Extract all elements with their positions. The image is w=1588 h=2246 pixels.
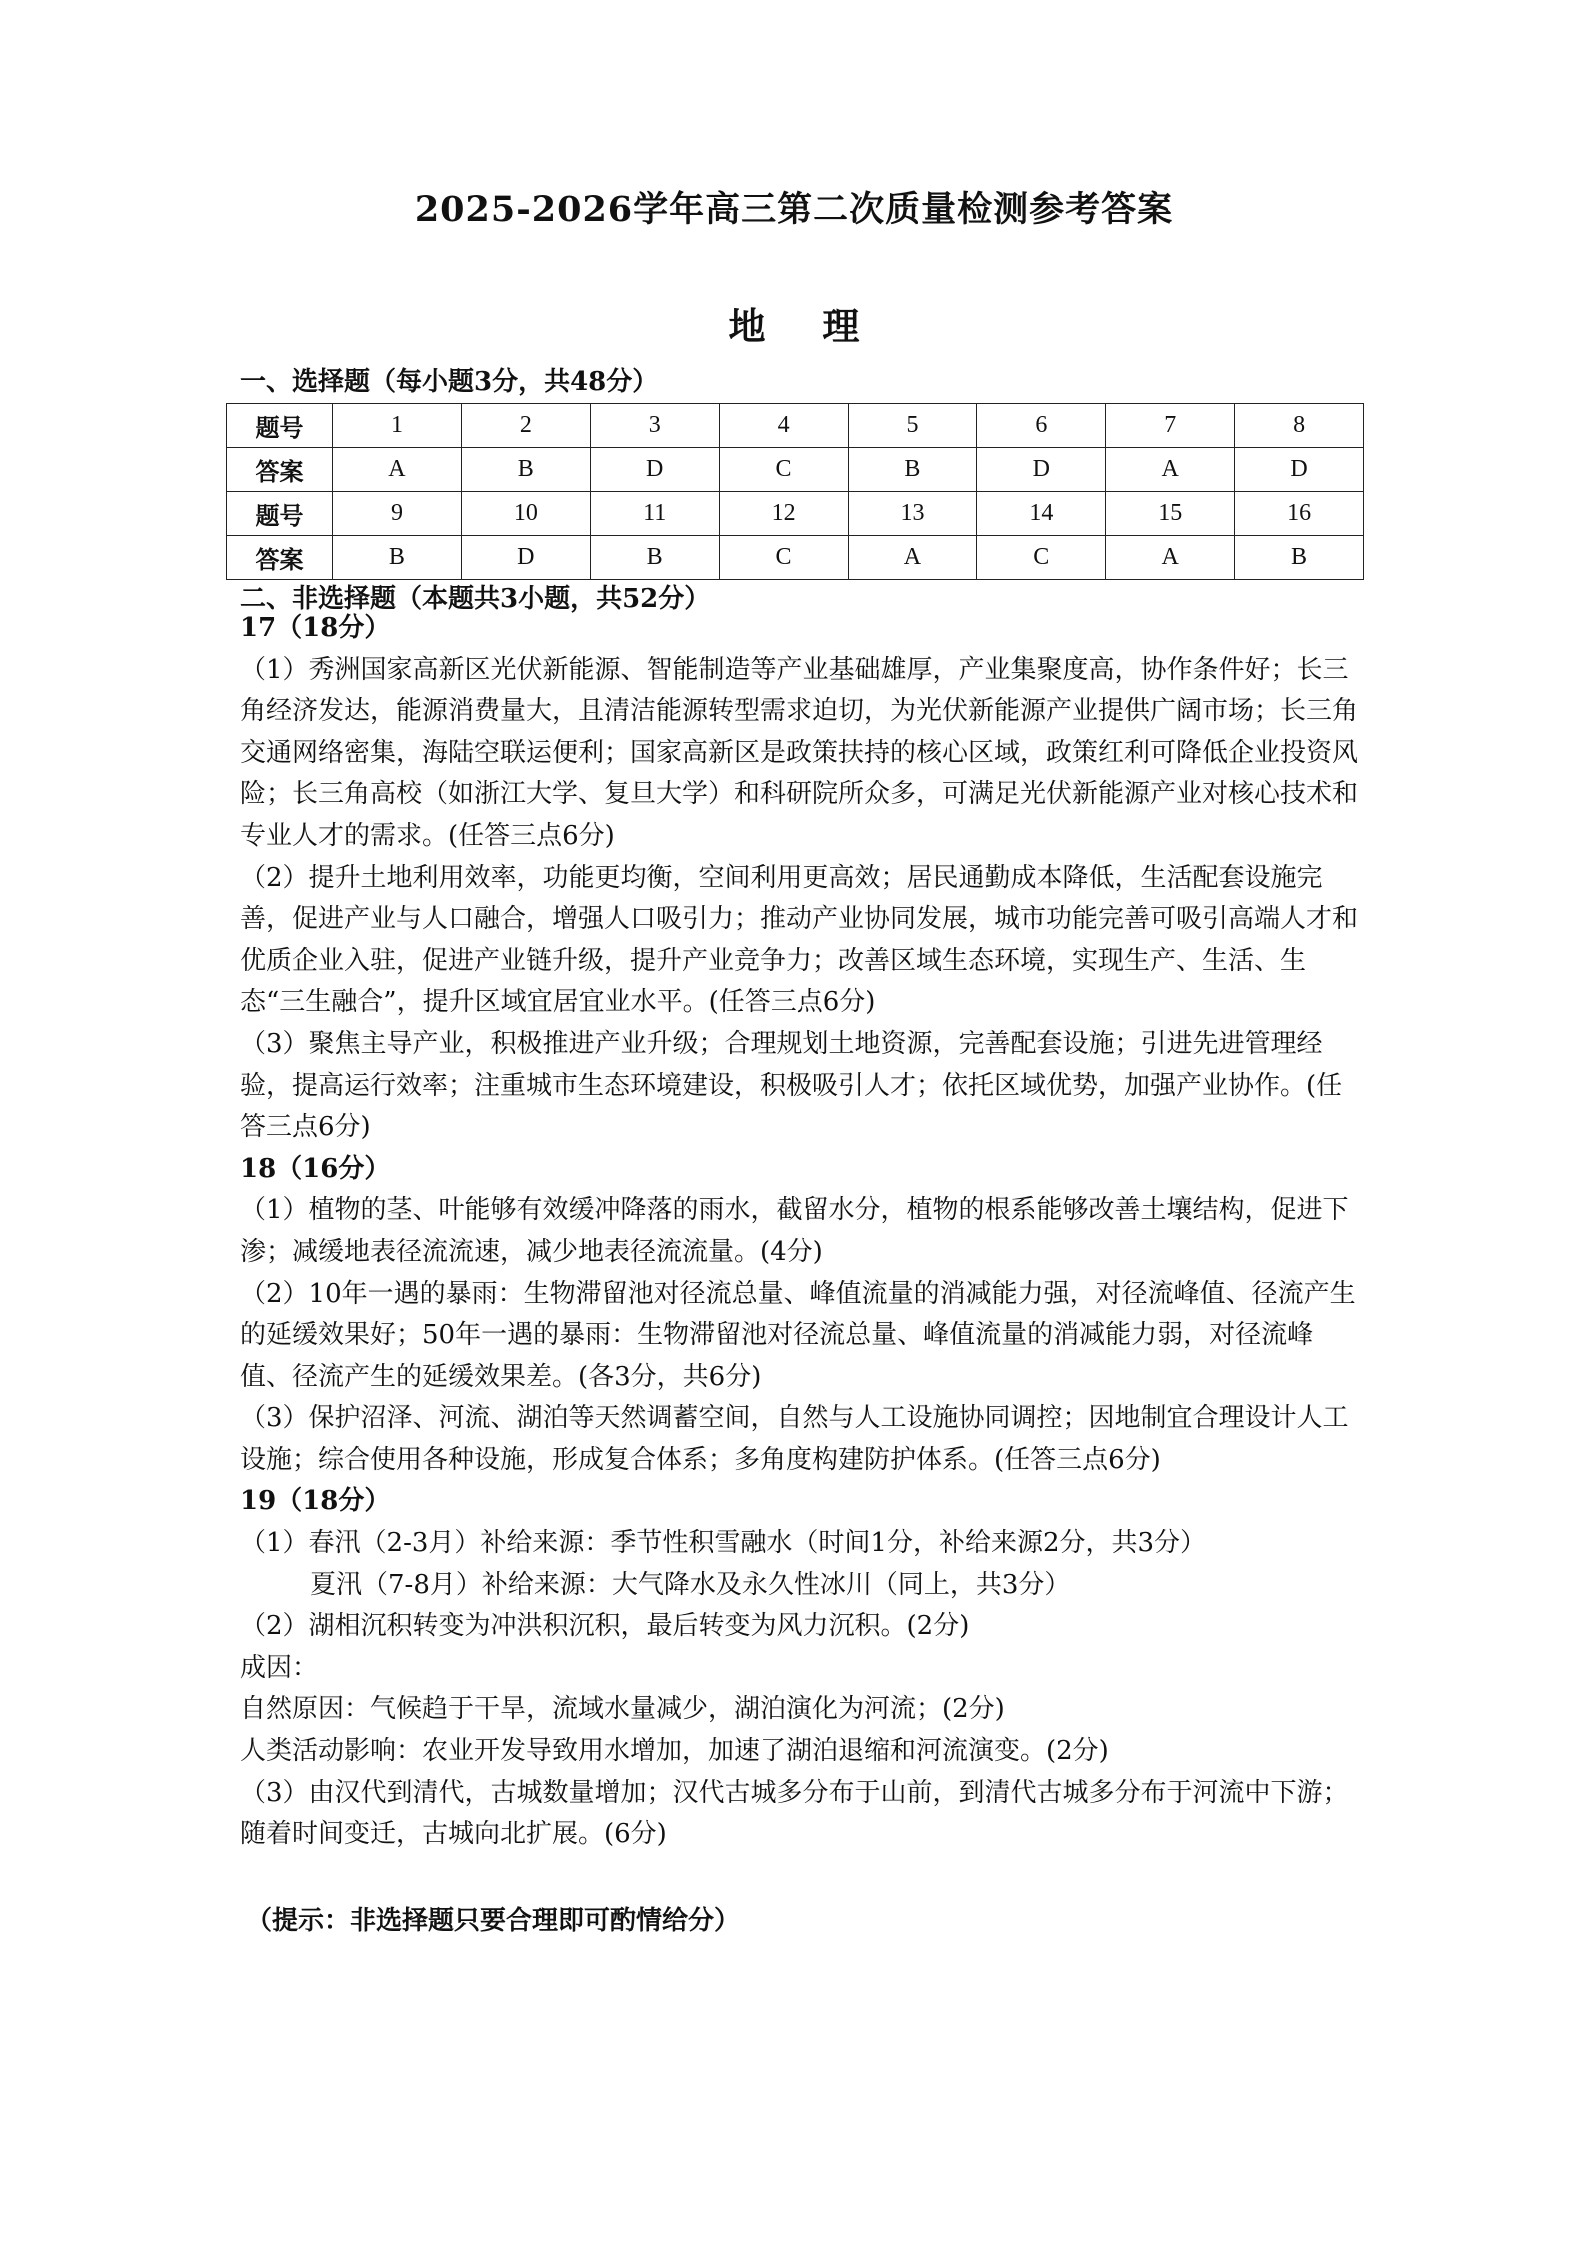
answer-cell: D [461,536,590,580]
answer-cell: B [848,448,977,492]
question-number: 6 [977,404,1106,448]
question-number: 12 [719,492,848,536]
section-1-heading: 一、选择题（每小题3分，共48分） [240,367,659,397]
table-row [227,448,1364,492]
q17-part-2: （2）提升土地利用效率，功能更均衡，空间利用更高效；居民通勤成本降低，生活配套设施完善，促进产业与人口融合，增强人口吸引力；推动产业协同发展，城市功能完善可吸引高端人才和优质企业入驻，促进产业链升级，提升产业竞争力；改善区域生态环境，实现生产、生活、生态“三生融合”，提升区域宜居宜业水平。(任答三点6分) [240,862,1359,1018]
question-number: 15 [1106,492,1235,536]
question-number: 16 [1235,492,1364,536]
answer-cell: B [333,536,462,580]
non-choice-answers [240,608,1360,1856]
q17-part-1: （1）秀洲国家高新区光伏新能源、智能制造等产业基础雄厚，产业集聚度高，协作条件好；长三角经济发达，能源消费量大，且清洁能源转型需求迫切，为光伏新能源产业提供广阔市场；长三角交通网络密集，海陆空联运便利；国家高新区是政策扶持的核心区域，政策红利可降低企业投资风险；长三角高校（如浙江大学、复旦大学）和科研院所众多，可满足光伏新能源产业对核心技术和专业人才的需求。(任答三点6分) [240,654,1359,851]
page-title: 2025-2026学年高三第二次质量检测参考答案 [414,189,1174,230]
answer-cell: D [1235,448,1364,492]
table-row [227,536,1364,580]
row-label-answer: 答案 [227,536,333,580]
answer-cell: B [590,536,719,580]
q18-part-2: （2）10年一遇的暴雨：生物滞留池对径流总量、峰值流量的消减能力强，对径流峰值、径流产生的延缓效果好；50年一遇的暴雨：生物滞留池对径流总量、峰值流量的消减能力弱，对径流峰值、径流产生的延缓效果差。(各3分，共6分) [240,1278,1356,1392]
question-number: 7 [1106,404,1235,448]
q19-part-2-human: 人类活动影响：农业开发导致用水增加，加速了湖泊退缩和河流演变。(2分) [240,1736,1109,1767]
question-number: 8 [1235,404,1364,448]
q19-part-2-natural: 自然原因：气候趋于干旱，流域水量减少，湖泊演化为河流；(2分) [240,1694,1005,1725]
q19-part-2: （2）湖相沉积转变为冲洪积沉积，最后转变为风力沉积。(2分) [240,1611,970,1642]
subject-title: 地 理 [728,304,882,348]
question-number: 13 [848,492,977,536]
question-19-heading: 19（18分） [240,1486,391,1517]
question-number: 2 [461,404,590,448]
q19-part-1-summer: 夏汛（7-8月）补给来源：大气降水及永久性冰川（同上，共3分） [310,1569,1071,1600]
q17-part-3: （3）聚焦主导产业，积极推进产业升级；合理规划土地资源，完善配套设施；引进先进管理经验，提高运行效率；注重城市生态环境建设，积极吸引人才；依托区域优势，加强产业协作。(任答三点6分) [240,1028,1343,1143]
answer-table [226,403,1364,580]
row-label-question: 题号 [227,404,333,448]
row-label-answer: 答案 [227,448,333,492]
table-row [227,492,1364,536]
table-row [227,404,1364,448]
question-number: 3 [590,404,719,448]
answer-cell: A [1106,536,1235,580]
q18-part-1: （1）植物的茎、叶能够有效缓冲降落的雨水，截留水分，植物的根系能够改善土壤结构，促进下渗；减缓地表径流流速，减少地表径流流量。(4分) [240,1195,1349,1267]
question-17-heading: 17（18分） [240,613,391,643]
question-number: 4 [719,404,848,448]
answer-cell: D [590,448,719,492]
question-number: 5 [848,404,977,448]
section-2-heading: 二、非选择题（本题共3小题，共52分） [240,584,711,614]
question-number: 11 [590,492,719,536]
row-label-question: 题号 [227,492,333,536]
answer-cell: A [333,448,462,492]
question-number: 14 [977,492,1106,536]
answer-cell: D [977,448,1106,492]
q19-part-2-cause-label: 成因： [240,1652,319,1683]
answer-cell: B [1235,536,1364,580]
question-number: 9 [333,492,462,536]
q19-part-3: （3）由汉代到清代，古城数量增加；汉代古城多分布于山前，到清代古城多分布于河流中下游；随着时间变迁，古城向北扩展。(6分) [240,1777,1349,1850]
grading-tip: （提示：非选择题只要合理即可酌情给分） [246,1906,741,1936]
q18-part-3: （3）保护沼泽、河流、湖泊等天然调蓄空间，自然与人工设施协同调控；因地制宜合理设计人工设施；综合使用各种设施，形成复合体系；多角度构建防护体系。(任答三点6分) [240,1403,1349,1475]
answer-cell: A [848,536,977,580]
answer-cell: C [977,536,1106,580]
q19-part-1: （1）春汛（2-3月）补给来源：季节性积雪融水（时间1分，补给来源2分，共3分） [240,1528,1207,1559]
question-18-heading: 18（16分） [240,1153,391,1184]
question-number: 1 [333,404,462,448]
answer-cell: C [719,536,848,580]
answer-cell: A [1106,448,1235,492]
question-number: 10 [461,492,590,536]
answer-cell: C [719,448,848,492]
answer-cell: B [461,448,590,492]
